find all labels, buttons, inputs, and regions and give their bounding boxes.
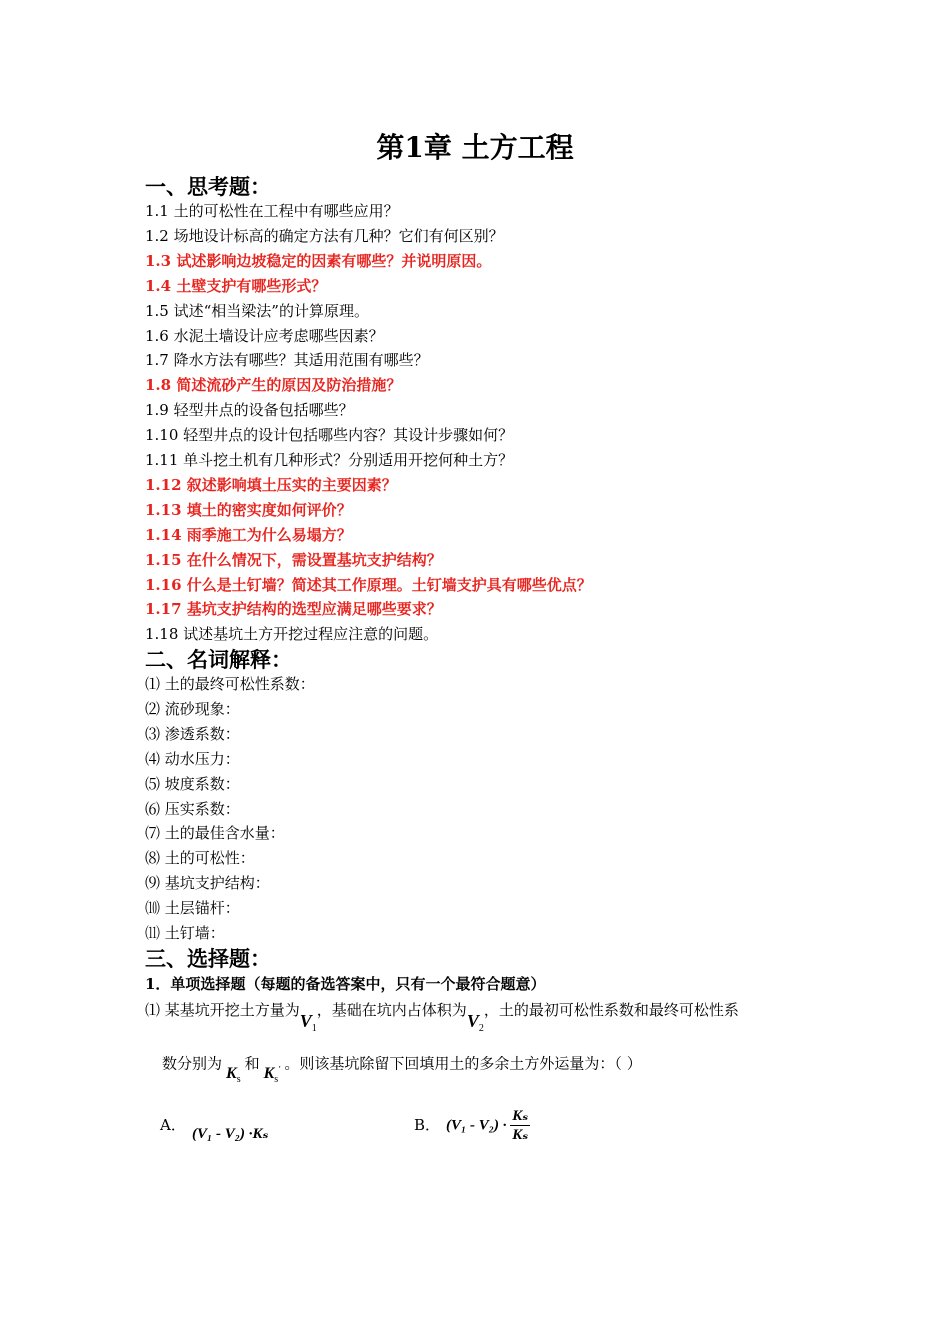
- option-b-denominator: Kₛ: [512, 1127, 529, 1143]
- question-1-text-e: 。则该基坑除留下回填用土的多余土方外运量为：（ ）: [284, 1054, 642, 1073]
- question-item: 1.10 轻型井点的设计包括哪些内容？其设计步骤如何？: [145, 426, 514, 445]
- section-heading-choice: 三、选择题：: [145, 946, 271, 971]
- term-item: ⑷ 动水压力：: [145, 749, 240, 768]
- question-1-text-c: ，土的最初可松性系数和最终可松性系: [483, 1001, 739, 1019]
- term-item: ⑼ 基坑支护结构：: [145, 874, 270, 893]
- question-item: 1.4 土壁支护有哪些形式？: [145, 276, 327, 295]
- option-a-formula: (V₁ - V₂) ·Kₛ: [192, 1126, 269, 1142]
- var-v1: $V_1$: [299, 1011, 317, 1034]
- option-b-label: B．: [414, 1116, 441, 1134]
- option-b-left: (V₁ - V₂) ·: [446, 1117, 507, 1134]
- option-b-numerator: Kₛ: [512, 1108, 529, 1124]
- question-item: 1.7 降水方法有哪些？其适用范围有哪些？: [145, 351, 429, 370]
- section-heading-thinking: 一、思考题：: [145, 174, 271, 199]
- term-item: ⑻ 土的可松性：: [145, 849, 255, 868]
- term-item: ⑹ 压实系数：: [145, 799, 240, 818]
- term-item: ⑸ 坡度系数：: [145, 774, 240, 793]
- question-item: 1.15 在什么情况下，需设置基坑支护结构？: [145, 550, 442, 569]
- var-ks-prime: $K_s'$: [263, 1065, 281, 1086]
- question-item: 1.12 叙述影响填土压实的主要因素？: [145, 475, 397, 494]
- question-1-line-1: [145, 999, 739, 1034]
- question-1-text-a: ⑴ 某基坑开挖土方量为: [145, 1001, 300, 1019]
- question-item: 1.11 单斗挖土机有几种形式？分别适用开挖何种土方？: [145, 451, 514, 469]
- question-item: 1.16 什么是土钉墙？简述其工作原理。土钉墙支护具有哪些优点？: [145, 575, 592, 594]
- term-item: ⑴ 土的最终可松性系数：: [145, 675, 315, 693]
- question-item: 1.8 简述流砂产生的原因及防治措施？: [145, 376, 402, 395]
- option-a-label: A．: [160, 1116, 186, 1134]
- question-item: 1.17 基坑支护结构的选型应满足哪些要求？: [145, 600, 442, 619]
- question-item: 1.5 试述“相当梁法”的计算原理。: [145, 301, 369, 320]
- question-item: 1.6 水泥土墙设计应考虑哪些因素？: [145, 326, 384, 345]
- term-item: ⑽ 土层锚杆：: [145, 899, 240, 918]
- question-1-text-b: ，基础在坑内占体积为: [316, 1001, 467, 1019]
- question-1-text-and: 和: [244, 1054, 260, 1073]
- chapter-title: 第1章 土方工程: [376, 131, 574, 164]
- question-item: 1.18 试述基坑土方开挖过程应注意的问题。: [145, 625, 439, 644]
- question-item: 1.14 雨季施工为什么易塌方？: [145, 525, 352, 544]
- question-item: 1.3 试述影响边坡稳定的因素有哪些？并说明原因。: [145, 251, 492, 270]
- section-heading-terms: 二、名词解释：: [145, 647, 292, 672]
- question-item: 1.2 场地设计标高的确定方法有几种？它们有何区别？: [145, 226, 504, 245]
- term-item: ⑵ 流砂现象：: [145, 699, 240, 718]
- single-choice-heading: 1．单项选择题（每题的备选答案中，只有一个最符合题意）: [145, 975, 546, 993]
- question-1-text-d: 数分别为: [162, 1054, 223, 1073]
- var-ks: $K_s$: [226, 1065, 241, 1086]
- question-1-line-2: [162, 1050, 642, 1086]
- option-b-fraction: [510, 1107, 530, 1144]
- term-item: ⑶ 渗透系数：: [145, 724, 240, 743]
- term-item: ⑺ 土的最佳含水量：: [145, 824, 285, 843]
- option-b-formula: [446, 1107, 530, 1144]
- var-v2: $V_2$: [466, 1011, 484, 1034]
- question-item: 1.13 填土的密实度如何评价？: [145, 500, 352, 519]
- question-item: 1.1 土的可松性在工程中有哪些应用？: [145, 202, 399, 220]
- question-item: 1.9 轻型井点的设备包括哪些？: [145, 401, 354, 420]
- term-item: ⑾ 土钉墙：: [145, 924, 225, 942]
